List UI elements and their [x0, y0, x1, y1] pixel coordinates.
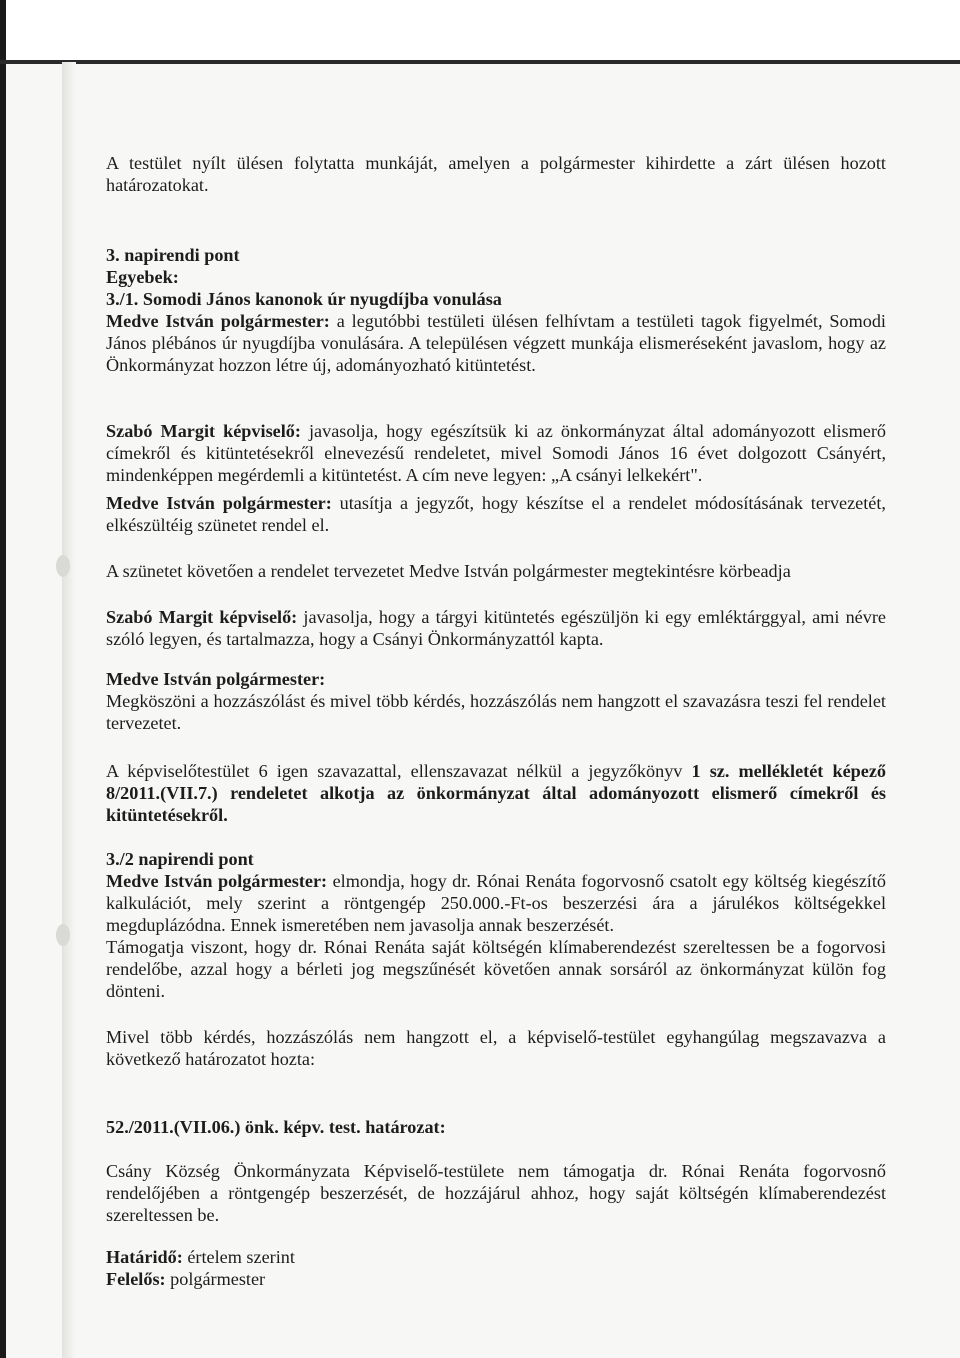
- speaker-label: Medve István polgármester:: [106, 493, 332, 513]
- item-3-2-title: 3./2 napirendi pont: [106, 849, 254, 869]
- intro-paragraph: A testület nyílt ülésen folytatta munkáját, amelyen a polgármester kihirdette a zárt ülésen hozott határozatokat.: [106, 153, 886, 195]
- resolution-text: Csány Község Önkormányzata Képviselő-testülete nem támogatja dr. Rónai Renáta fogorvosnő rendelőjében a röntgengép beszerzését, de hozzájárul ahhoz, hogy saját költségén klímaberendezést szereltessen be.: [106, 1161, 886, 1225]
- speech-text: elmondja, hogy dr. Rónai Renáta fogorvosnő csatolt egy költség kiegészítő kalkulációt, mely szerint a röntgengép 250.000.-Ft-os beszerzési ára a járulékos költségekkel megduplázódna. Ennek ismeretében nem javasolja annak beszerzését.: [106, 871, 887, 935]
- paragraph-mayor-4b: Támogatja viszont, hogy dr. Rónai Renáta saját költségén klímaberendezést szereltessen be a fogorvosi rendelőbe, azzal hogy a bérleti jog megszűnését követően annak sorsáról az önkormányzat külön fog dönteni.: [106, 937, 886, 1001]
- speech-text: javasolja, hogy a tárgyi kitüntetés egészüljön ki egy emléktárggyal, ami névre szóló legyen, és tartalmazza, hogy a Csányi Önkormányzattól kapta.: [106, 607, 886, 649]
- responsible-label: Felelős:: [106, 1269, 166, 1289]
- speech-text: javasolja, hogy egészítsük ki az önkormányzat által adományozott elismerő címekről és kitüntetésekről elnevezésű rendeletet, mivel Somodi János 16 évet dolgozott Csányért, mindenképpen megérdemli a kitüntetést. A cím neve legyen: „A csányi lelkekért".: [106, 421, 886, 485]
- paragraph-mayor-2: [106, 492, 886, 536]
- speech-text: utasítja a jegyzőt, hogy készítse el a rendelet módosításának tervezetét, elkészültéig szünetet rendel el.: [106, 493, 886, 535]
- speaker-label: Medve István polgármester:: [106, 871, 328, 891]
- agenda-3-subtitle: Egyebek:: [106, 267, 179, 287]
- vote-text: A képviselőtestület 6 igen szavazattal, ellenszavazat nélkül a jegyzőkönyv: [106, 761, 692, 781]
- paragraph-decision-intro: Mivel több kérdés, hozzászólás nem hangzott el, a képviselő-testület egyhangúlag megszavazva a következő határozatot hozta:: [106, 1027, 886, 1069]
- paragraph-mayor-1: [106, 310, 886, 376]
- item-3-1-title: 3./1. Somodi János kanonok úr nyugdíjba vonulása: [106, 289, 502, 309]
- paragraph-break-note: A szünetet követően a rendelet tervezetet Medve István polgármester megtekintésre körbeadja: [106, 561, 791, 581]
- paragraph-vote-result: [106, 760, 886, 826]
- deadline-value: értelem szerint: [182, 1247, 295, 1267]
- resolution-title: 52./2011.(VII.06.) önk. képv. test. határozat:: [106, 1117, 446, 1137]
- paragraph-mayor-3: Megköszöni a hozzászólást és mivel több kérdés, hozzászólás nem hangzott el szavazásra teszi fel rendelet tervezetet.: [106, 691, 886, 733]
- deadline-label: Határidő:: [106, 1247, 183, 1267]
- paragraph-szabo-1: [106, 420, 886, 486]
- vote-text-bold: 1 sz. mellékletét képező 8/2011.(VII.7.) rendeletet alkotja az önkormányzat által adományozott elismerő címekről és kitüntetésekről.: [106, 761, 886, 825]
- paragraph-szabo-2: [106, 606, 886, 650]
- speaker-label: Medve István polgármester:: [106, 311, 330, 331]
- speaker-label: Szabó Margit képviselő:: [106, 607, 298, 627]
- paragraph-mayor-4: [106, 870, 886, 936]
- speaker-label: Szabó Margit képviselő:: [106, 421, 301, 441]
- speech-text: a legutóbbi testületi ülésen felhívtam a testületi tagok figyelmét, Somodi János plébános úr nyugdíjba vonulására. A településen végzett munkája elismeréseként javaslom, hogy az Önkormányzat hozzon létre új, adományozható kitüntetést.: [106, 311, 886, 375]
- responsible-line: [106, 1268, 886, 1290]
- agenda-3-title: 3. napirendi pont: [106, 245, 240, 265]
- deadline-line: [106, 1246, 886, 1268]
- responsible-value: polgármester: [165, 1269, 266, 1289]
- speaker-heading-mayor: Medve István polgármester:: [106, 669, 326, 689]
